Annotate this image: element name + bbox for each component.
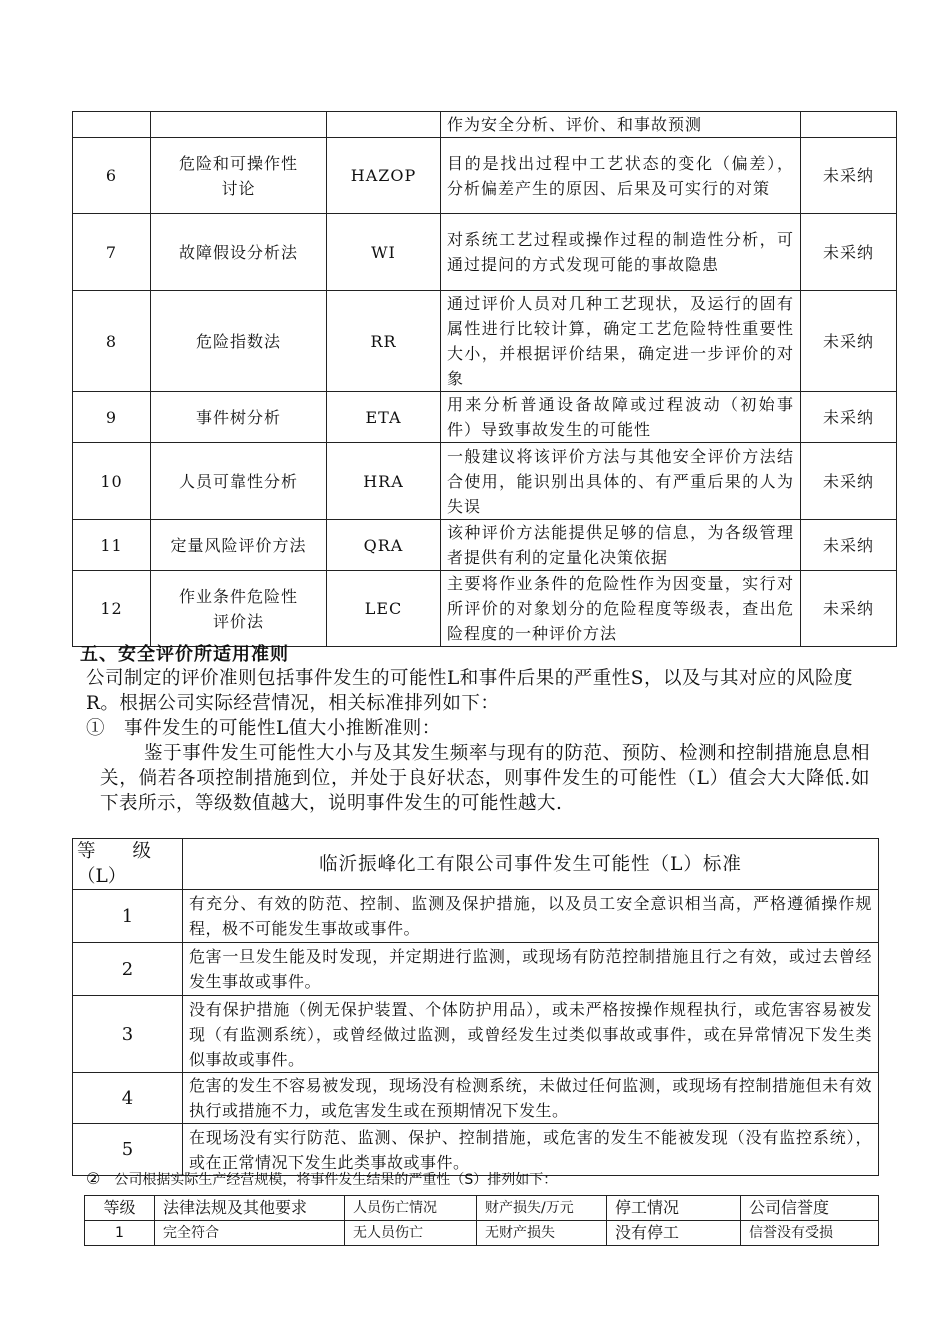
table-cell: 无财产损失 — [477, 1221, 607, 1246]
l-level: 1 — [73, 890, 183, 943]
item-marker: ② — [86, 1169, 101, 1188]
table-row — [73, 214, 897, 291]
method-no — [73, 112, 151, 138]
table-cell: 无人员伤亡 — [345, 1221, 477, 1246]
table-cell: 1 — [85, 1221, 155, 1246]
criterion-l-title: ① 事件发生的可能性L值大小推断准则： — [86, 718, 441, 739]
criterion-s-title — [86, 1169, 557, 1190]
method-name — [151, 138, 327, 214]
method-name: 事件树分析 — [151, 392, 327, 443]
table-row — [73, 291, 897, 392]
method-abbr: HRA — [327, 443, 441, 520]
table-row — [73, 443, 897, 520]
method-desc: 通过评价人员对几种工艺现状，及运行的固有属性进行比较计算，确定工艺危险特性重要性大小，并根据评价结果，确定进一步评价的对象 — [441, 291, 801, 392]
method-name: 故障假设分析法 — [151, 214, 327, 291]
table-row — [85, 1221, 879, 1246]
method-abbr: ETA — [327, 392, 441, 443]
l-level: 5 — [73, 1124, 183, 1176]
method-status: 未采纳 — [801, 571, 897, 647]
table-cell: 没有停工 — [607, 1221, 741, 1246]
header-cell: 财产损失/万元 — [477, 1196, 607, 1221]
l-description: 危害一旦发生能及时发现，并定期进行监测，或现场有防范控制措施且行之有效，或过去曾经发生事故或事件。 — [183, 943, 879, 996]
table-row — [73, 890, 879, 943]
method-name-text: 作业条件危险性评价法 — [178, 586, 298, 631]
header-cell: 等级 — [85, 1196, 155, 1221]
criterion-s-text: 公司根据实际生产经营规模，将事件发生结果的严重性（S）排列如下： — [114, 1172, 558, 1188]
method-abbr: WI — [327, 214, 441, 291]
table-row — [73, 392, 897, 443]
method-status: 未采纳 — [801, 392, 897, 443]
method-name — [151, 112, 327, 138]
method-no: 12 — [73, 571, 151, 647]
header-title: 临沂振峰化工有限公司事件发生可能性（L）标准 — [183, 839, 879, 890]
table-row — [73, 943, 879, 996]
table-row — [73, 571, 897, 647]
method-name: 定量风险评价方法 — [151, 520, 327, 571]
method-status: 未采纳 — [801, 214, 897, 291]
header-cell: 法律法规及其他要求 — [155, 1196, 345, 1221]
method-abbr: QRA — [327, 520, 441, 571]
method-desc: 目的是找出过程中工艺状态的变化（偏差），分析偏差产生的原因、后果及可实行的对策 — [441, 138, 801, 214]
method-no: 8 — [73, 291, 151, 392]
method-name: 人员可靠性分析 — [151, 443, 327, 520]
method-abbr: RR — [327, 291, 441, 392]
method-name — [151, 571, 327, 647]
method-status: 未采纳 — [801, 138, 897, 214]
table-row — [73, 1073, 879, 1124]
method-desc: 主要将作业条件的危险性作为因变量，实行对所评价的对象划分的危险程度等级表，查出危险程度的一种评价方法 — [441, 571, 801, 647]
table-row — [73, 520, 897, 571]
method-status: 未采纳 — [801, 443, 897, 520]
table-row — [73, 996, 879, 1073]
likelihood-criteria-table — [72, 838, 879, 1176]
method-name: 危险指数法 — [151, 291, 327, 392]
header-level — [73, 839, 183, 890]
method-desc: 作为安全分析、评价、和事故预测 — [441, 112, 801, 138]
table-row — [73, 138, 897, 214]
method-status — [801, 112, 897, 138]
table-cell: 完全符合 — [155, 1221, 345, 1246]
intro-paragraph: 公司制定的评价准则包括事件发生的可能性L和事件后果的严重性S，以及与其对应的风险度R。根据公司实际经营情况，相关标准排列如下： — [86, 668, 853, 714]
method-status: 未采纳 — [801, 291, 897, 392]
table-cell: 信誉没有受损 — [741, 1221, 879, 1246]
method-no: 10 — [73, 443, 151, 520]
section-heading: 五、安全评价所适用准则 — [80, 644, 289, 665]
method-name-text: 危险和可操作性讨论 — [178, 153, 298, 198]
header-cell: 公司信誉度 — [741, 1196, 879, 1221]
method-desc: 该种评价方法能提供足够的信息，为各级管理者提供有利的定量化决策依据 — [441, 520, 801, 571]
method-status: 未采纳 — [801, 520, 897, 571]
l-description: 有充分、有效的防范、控制、监测及保护措施，以及员工安全意识相当高，严格遵循操作规程，极不可能发生事故或事件。 — [183, 890, 879, 943]
method-no: 6 — [73, 138, 151, 214]
l-level: 4 — [73, 1073, 183, 1124]
evaluation-methods-table — [72, 111, 897, 647]
l-level: 2 — [73, 943, 183, 996]
method-no: 7 — [73, 214, 151, 291]
method-abbr: LEC — [327, 571, 441, 647]
severity-table — [84, 1195, 879, 1246]
method-desc: 用来分析普通设备故障或过程波动（初始事件）导致事故发生的可能性 — [441, 392, 801, 443]
method-desc: 对系统工艺过程或操作过程的制造性分析，可通过提问的方式发现可能的事故隐患 — [441, 214, 801, 291]
header-cell: 停工情况 — [607, 1196, 741, 1221]
table-header-row — [73, 839, 879, 890]
table-row — [73, 112, 897, 138]
l-description: 没有保护措施（例无保护装置、个体防护用品），或未严格按操作规程执行，或危害容易被发现（有监测系统），或曾经做过监测，或曾经发生过类似事故或事件，或在异常情况下发生类似事故或事件。 — [183, 996, 879, 1073]
method-no: 9 — [73, 392, 151, 443]
table-header-row — [85, 1196, 879, 1221]
l-description: 在现场没有实行防范、监测、保护、控制措施，或危害的发生不能被发现（没有监控系统），或在正常情况下发生此类事故或事件。 — [183, 1124, 879, 1176]
criterion-l-body: 鉴于事件发生可能性大小与及其发生频率与现有的防范、预防、检测和控制措施息息相关，倘若各项控制措施到位，并处于良好状态，则事件发生的可能性（L）值会大大降低.如下表所示，等级数值越大，说明事件发生的可能性越大. — [100, 743, 870, 814]
header-cell: 人员伤亡情况 — [345, 1196, 477, 1221]
method-desc: 一般建议将该评价方法与其他安全评价方法结合使用，能识别出具体的、有严重后果的人为失误 — [441, 443, 801, 520]
method-abbr: HAZOP — [327, 138, 441, 214]
l-description: 危害的发生不容易被发现，现场没有检测系统，未做过任何监测，或现场有控制措施但未有效执行或措施不力，或危害发生或在预期情况下发生。 — [183, 1073, 879, 1124]
method-no: 11 — [73, 520, 151, 571]
method-abbr — [327, 112, 441, 138]
l-level: 3 — [73, 996, 183, 1073]
table-row — [73, 1124, 879, 1176]
header-level-text: 等 级（L） — [77, 841, 152, 887]
